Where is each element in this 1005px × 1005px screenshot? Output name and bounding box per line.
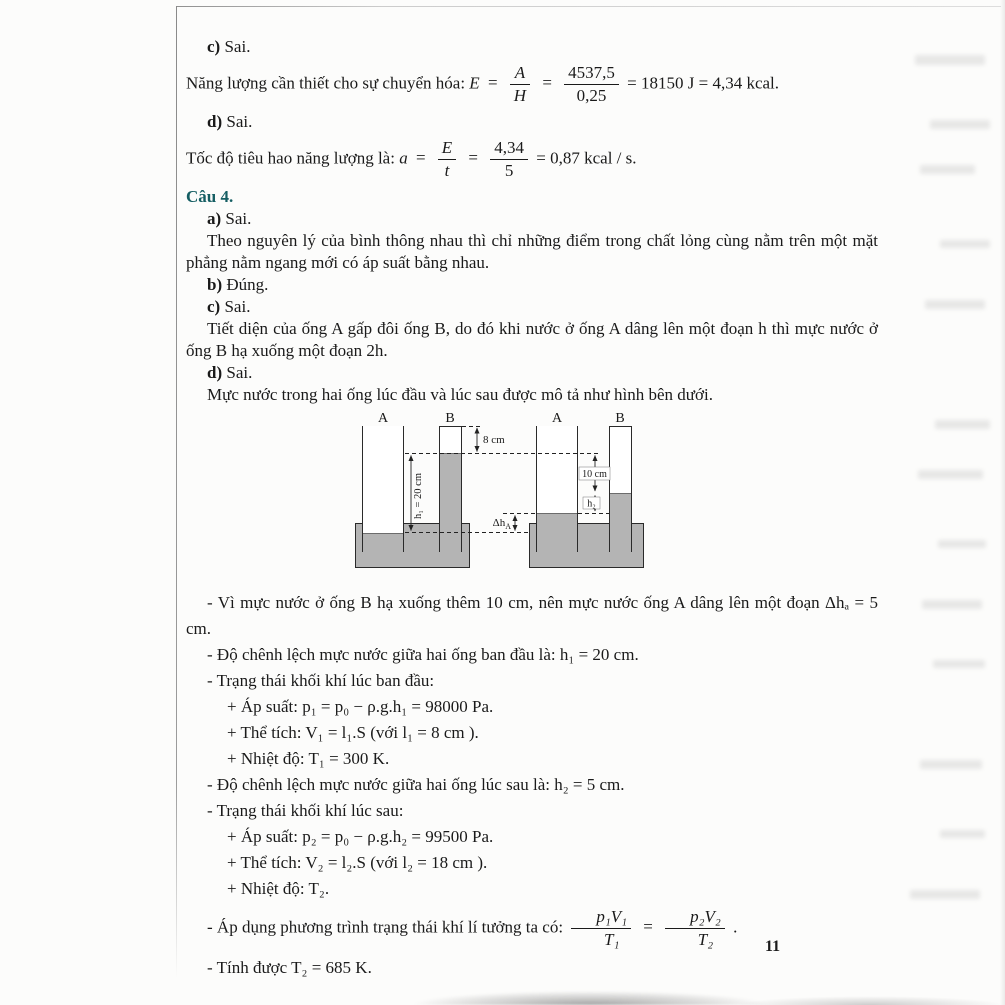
- fraction-denominator: T₂: [697, 930, 714, 949]
- statement-d4-label: d): [207, 363, 223, 382]
- solution-line-7: - Độ chênh lệch mực nước giữa hai ống lúc sau là: h₂ = 5 cm.: [207, 775, 625, 794]
- page-left-edge-line: [176, 6, 177, 978]
- statement-a-label: a): [207, 209, 222, 228]
- statement-c4-verdict: Sai.: [224, 297, 251, 316]
- bleedthrough-mark: [925, 300, 985, 309]
- fraction-p1v1-over-t1: [571, 907, 631, 950]
- ideal-gas-equation-label: - Áp dụng phương trình trạng thái khí lí tưởng ta có:: [207, 917, 564, 937]
- bleedthrough-mark: [910, 890, 980, 899]
- bleedthrough-mark: [938, 540, 986, 548]
- ideal-gas-equation-period: .: [733, 917, 738, 937]
- equals-sign: =: [643, 917, 653, 937]
- tube-a-label-final: A: [551, 412, 563, 426]
- bleedthrough-mark: [918, 470, 983, 479]
- solution-line-6: + Nhiệt độ: T₁ = 300 K.: [227, 749, 390, 768]
- bleedthrough-mark: [940, 830, 985, 838]
- bleedthrough-mark: [922, 600, 982, 609]
- rate-equation-line: [186, 136, 878, 183]
- statement-c-verdict: Sai.: [224, 37, 251, 56]
- document-content: [186, 36, 878, 981]
- figure-container: [355, 412, 878, 586]
- equals-sign: =: [468, 148, 479, 168]
- dim-8cm-label: 8 cm: [483, 434, 505, 446]
- fraction-denominator: H: [513, 86, 527, 105]
- dim-h2-label: h₂: [587, 498, 596, 510]
- fraction-numerator: E: [438, 138, 456, 160]
- bottom-scan-shadow: [415, 991, 765, 1005]
- figure-intro-text: Mực nước trong hai ống lúc đầu và lúc sau được mô tả như hình bên dưới.: [207, 385, 713, 404]
- statement-d-verdict: Sai.: [226, 112, 253, 131]
- statement-d-line: [186, 111, 878, 133]
- statement-a-verdict: Sai.: [225, 209, 252, 228]
- solution-line-11: + Nhiệt độ: T₂.: [227, 879, 330, 898]
- fraction-e-over-t: [438, 138, 456, 181]
- solution-line-10: + Thể tích: V₂ = l₂.S (với l₂ = 18 cm ).: [227, 853, 488, 872]
- bleedthrough-mark: [933, 660, 985, 668]
- dimension-annotations: [405, 427, 609, 533]
- solution-line-5: + Thể tích: V₁ = l₁.S (với l₁ = 8 cm ).: [227, 723, 479, 742]
- statement-c4-line: [186, 296, 878, 318]
- fraction-4537-over-025: [564, 63, 619, 106]
- bottom-right-scan-shadow: [735, 996, 1005, 1005]
- fraction-numerator: 4537,5: [564, 63, 619, 85]
- equals-sign: =: [542, 73, 552, 93]
- solution-line-4: + Áp suất: p₁ = p₀ − ρ.g.h₁ = 98000 Pa.: [227, 697, 494, 716]
- page-top-edge-line: [177, 6, 1001, 7]
- rate-variable: a: [399, 148, 408, 168]
- statement-d4-verdict: Sai.: [226, 363, 253, 382]
- statement-a-line: [186, 208, 878, 230]
- bleedthrough-mark: [920, 760, 982, 769]
- energy-equation-line: [186, 61, 878, 108]
- fraction-numerator: p₂V₂: [665, 907, 725, 929]
- fraction-denominator: 5: [504, 161, 514, 180]
- bleedthrough-mark: [940, 240, 990, 248]
- dim-10cm-label: 10 cm: [582, 469, 607, 480]
- question-4-heading: Câu 4.: [186, 187, 234, 206]
- solution-line-9: + Áp suất: p₂ = p₀ − ρ.g.h₂ = 99500 Pa.: [227, 827, 494, 846]
- page-right-edge-shade: [1000, 0, 1005, 1005]
- tube-b-label-initial: B: [445, 412, 455, 426]
- page-number: 11: [765, 938, 781, 955]
- fraction-denominator: T₁: [603, 930, 620, 949]
- statement-c4-explanation: Tiết diện của ống A gấp đôi ống B, do đó khi nước ở ống A dâng lên một đoạn h thì mực nước ở ống B hạ xuống một đoạn 2h.: [186, 319, 878, 360]
- fraction-numerator: 4,34: [490, 138, 528, 160]
- statement-a-explanation: Theo nguyên lý của bình thông nhau thì chỉ những điểm trong chất lỏng cùng nằm trên một mặt phẳng nằm ngang mới có áp suất bằng nhau.: [186, 231, 878, 272]
- fraction-p2v2-over-t2: [665, 907, 725, 950]
- rate-equation-label: Tốc độ tiêu hao năng lượng là:: [186, 148, 395, 168]
- statement-c4-label: c): [207, 297, 221, 316]
- statement-c-label: c): [207, 37, 221, 56]
- tube-b-label-final: B: [615, 412, 625, 426]
- dim-h1-label: h₁ = 20 cm: [413, 472, 424, 520]
- dim-delta-ha-label: $\Delta h_A$: [492, 517, 511, 531]
- fraction-434-over-5: [490, 138, 528, 181]
- fraction-a-over-h: [510, 63, 530, 106]
- bleedthrough-mark: [920, 165, 975, 174]
- bleedthrough-mark: [935, 420, 990, 429]
- rate-equation-result: = 0,87 kcal / s.: [536, 148, 637, 168]
- statement-b-label: b): [207, 275, 223, 294]
- tube-a-label-initial: A: [377, 412, 389, 426]
- fraction-numerator: p₁V₁: [571, 907, 631, 929]
- statement-b-verdict: Đúng.: [226, 275, 269, 294]
- statement-d4-line: [186, 362, 878, 384]
- equals-sign: =: [487, 73, 498, 93]
- solution-line-2: - Độ chênh lệch mực nước giữa hai ống ban đầu là: h₁ = 20 cm.: [207, 645, 639, 664]
- solution-line-13: - Tính được T₂ = 685 K.: [207, 958, 372, 977]
- energy-variable: E: [469, 73, 480, 93]
- fraction-denominator: t: [444, 161, 450, 180]
- bleedthrough-mark: [915, 55, 985, 65]
- statement-c-line: [186, 36, 878, 58]
- equals-sign: =: [415, 148, 426, 168]
- energy-equation-label: Năng lượng cần thiết cho sự chuyển hóa:: [186, 73, 466, 93]
- energy-equation-result: = 18150 J = 4,34 kcal.: [627, 73, 780, 93]
- u-tube-figure: [355, 412, 665, 580]
- solution-line-1: - Vì mực nước ở ống B hạ xuống thêm 10 cm, nên mực nước ống A dâng lên một đoạn Δhₐ = 5 cm.: [186, 593, 878, 638]
- fraction-denominator: 0,25: [576, 86, 607, 105]
- fraction-numerator: A: [510, 63, 530, 85]
- solution-line-3: - Trạng thái khối khí lúc ban đầu:: [207, 671, 435, 690]
- statement-b-line: [186, 274, 878, 296]
- statement-d-label: d): [207, 112, 223, 131]
- solution-line-8: - Trạng thái khối khí lúc sau:: [207, 801, 404, 820]
- bleedthrough-mark: [930, 120, 990, 129]
